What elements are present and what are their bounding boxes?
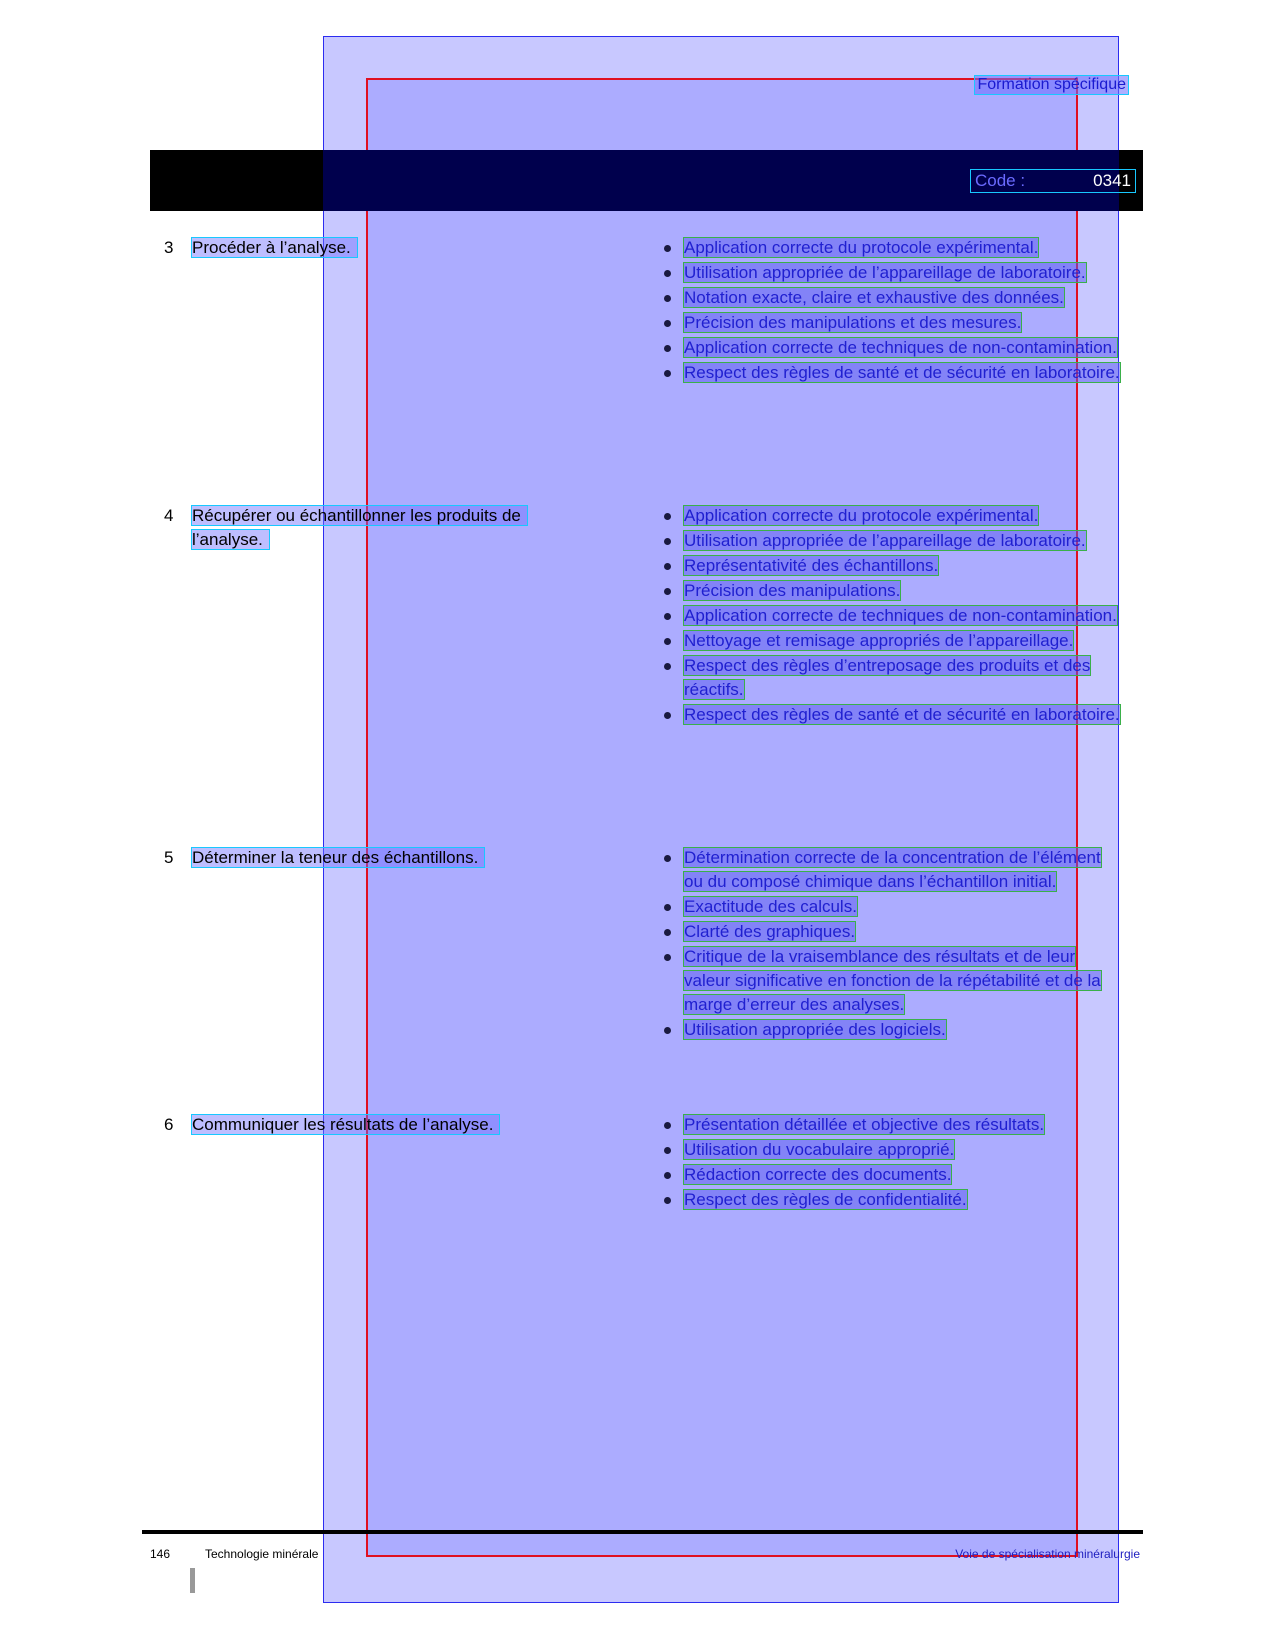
criterion-item: Utilisation appropriée des logiciels. — [662, 1018, 1122, 1042]
criterion-item: Respect des règles de confidentialité. — [662, 1188, 1122, 1212]
criterion-item: Application correcte de techniques de non-contamination. — [662, 336, 1122, 360]
section-number: 3 — [164, 238, 174, 257]
footer-left-text: Technologie minérale — [205, 1547, 319, 1561]
section-title-6 — [164, 1113, 499, 1137]
section-number: 6 — [164, 1115, 174, 1134]
running-header: Formation spécifique — [977, 76, 1126, 93]
criterion-item: Application correcte de techniques de non-contamination. — [662, 604, 1122, 628]
criterion-item: Respect des règles de santé et de sécurité en laboratoire. — [662, 703, 1122, 727]
criterion-item: Utilisation du vocabulaire approprié. — [662, 1138, 1122, 1162]
criterion-item: Respect des règles de santé et de sécurité en laboratoire. — [662, 361, 1122, 385]
footer-rule — [142, 1530, 1143, 1534]
criterion-item: Détermination correcte de la concentration de l’élément ou du composé chimique dans l’échantillon initial. — [662, 846, 1122, 894]
criterion-item: Utilisation appropriée de l’appareillage de laboratoire. — [662, 529, 1122, 553]
criterion-item: Précision des manipulations et des mesures. — [662, 311, 1122, 335]
page-number: 146 — [150, 1547, 171, 1561]
footer-right-text: Voie de spécialisation minéralurgie — [955, 1547, 1140, 1561]
section-title-text: Communiquer les résultats de l’analyse. — [192, 1115, 499, 1134]
criterion-item: Application correcte du protocole expérimental. — [662, 236, 1122, 260]
section-title-text: Déterminer la teneur des échantillons. — [192, 848, 484, 867]
code-label: Code : — [975, 171, 1026, 190]
footer-left — [150, 1547, 318, 1561]
section-title-text-line2: l’analyse. — [192, 530, 269, 549]
criterion-item: Clarté des graphiques. — [662, 920, 1122, 944]
code-value: 0341 — [1093, 171, 1131, 190]
criterion-item: Notation exacte, claire et exhaustive des données. — [662, 286, 1122, 310]
section-title-5 — [164, 846, 484, 870]
criteria-list-6 — [662, 1113, 1122, 1213]
criterion-item: Représentativité des échantillons. — [662, 554, 1122, 578]
criterion-item: Précision des manipulations. — [662, 579, 1122, 603]
criteria-list-5 — [662, 846, 1122, 1043]
section-title-4 — [164, 504, 527, 552]
criterion-item: Respect des règles d’entreposage des produits et des réactifs. — [662, 654, 1122, 702]
criterion-item: Présentation détaillée et objective des résultats. — [662, 1113, 1122, 1137]
criteria-list-3 — [662, 236, 1122, 386]
criterion-item: Utilisation appropriée de l’appareillage de laboratoire. — [662, 261, 1122, 285]
criterion-item: Exactitude des calculs. — [662, 895, 1122, 919]
section-number: 4 — [164, 506, 174, 525]
criteria-list-4 — [662, 504, 1122, 728]
criterion-item: Application correcte du protocole expérimental. — [662, 504, 1122, 528]
section-title-3 — [164, 236, 357, 260]
section-number: 5 — [164, 848, 174, 867]
section-title-text: Récupérer ou échantillonner les produits de — [192, 506, 527, 525]
criterion-item: Rédaction correcte des documents. — [662, 1163, 1122, 1187]
section-title-text: Procéder à l’analyse. — [192, 238, 357, 257]
margin-bar — [190, 1568, 195, 1593]
code-box — [971, 170, 1135, 192]
criterion-item: Nettoyage et remisage appropriés de l’appareillage. — [662, 629, 1122, 653]
criterion-item: Critique de la vraisemblance des résultats et de leur valeur significative en fonction de la répétabilité et de la marge d’erreur des analyses. — [662, 945, 1122, 1017]
